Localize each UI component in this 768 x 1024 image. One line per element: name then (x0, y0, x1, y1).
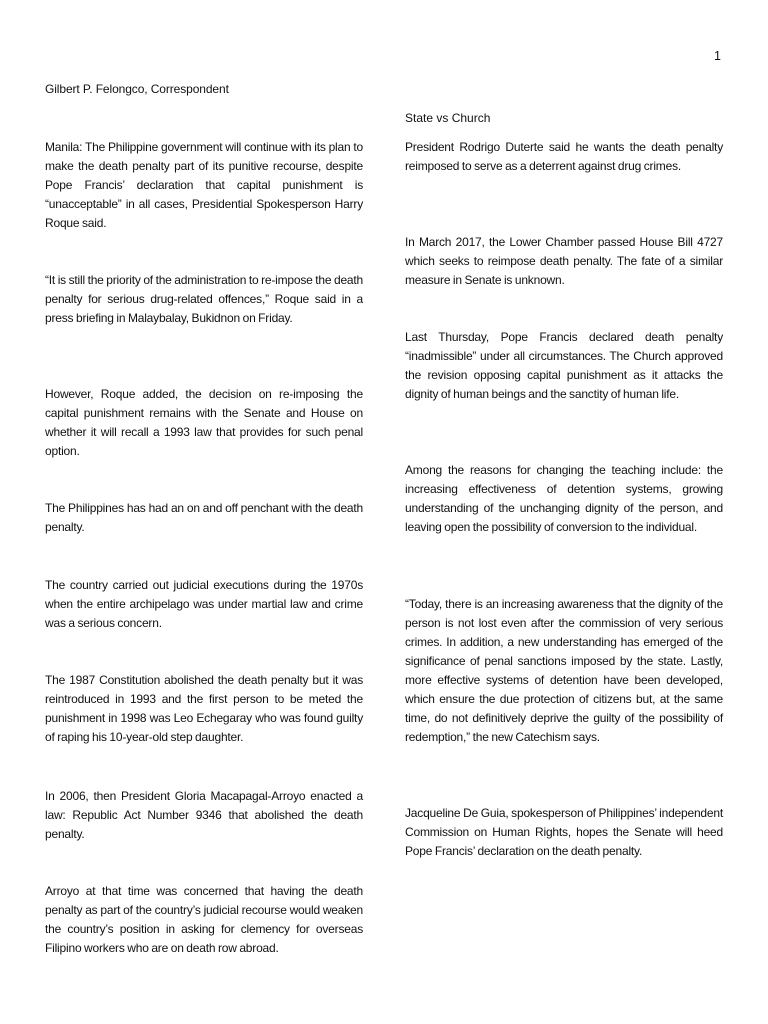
paragraph: Last Thursday, Pope Francis declared death penalty “inadmissible” under all circumstances. The Church approved the revision opposing capital punishment as it attacks the dignity of human beings and the sanctity of human life. (405, 330, 723, 401)
paragraph: “It is still the priority of the administration to re-impose the death penalty for serious drug-related offences,” Roque said in a press briefing in Malaybalay, Bukidnon on Friday. (45, 273, 363, 325)
paragraph: Manila: The Philippine government will continue with its plan to make the death penalty part of its punitive recourse, despite Pope Francis’ declaration that capital punishment is “unacceptable” in all cases, Presidential Spokesperson Harry Roque said. (45, 140, 363, 230)
section-heading: State vs Church (405, 111, 491, 125)
paragraph: President Rodrigo Duterte said he wants the death penalty reimposed to serve as a deterrent against drug crimes. (405, 140, 723, 173)
paragraph: Jacqueline De Guia, spokesperson of Philippines’ independent Commission on Human Rights, hopes the Senate will heed Pope Francis’ declaration on the death penalty. (405, 806, 723, 858)
paragraph: “Today, there is an increasing awareness that the dignity of the person is not lost even after the commission of very serious crimes. In addition, a new understanding has emerged of the significance of penal sanctions imposed by the state. Lastly, more effective systems of detention have been developed, which ensure the due protection of citizens but, at the same time, do not definitively deprive the guilty of the possibility of redemption,” the new Catechism says. (405, 597, 723, 744)
paragraph: Among the reasons for changing the teaching include: the increasing effectiveness of detention systems, growing understanding of the unchanging dignity of the person, and leaving open the possibility of conversion to the individual. (405, 463, 723, 534)
paragraph: The Philippines has had an on and off penchant with the death penalty. (45, 501, 363, 534)
byline: Gilbert P. Felongco, Correspondent (45, 82, 229, 96)
paragraph: In 2006, then President Gloria Macapagal-Arroyo enacted a law: Republic Act Number 9346 that abolished the death penalty. (45, 789, 363, 841)
page-number: 1 (714, 49, 721, 63)
paragraph: Arroyo at that time was concerned that having the death penalty as part of the country’s judicial recourse would weaken the country’s position in asking for clemency for overseas Filipino workers who are on death row abroad. (45, 884, 363, 955)
paragraph: The country carried out judicial executions during the 1970s when the entire archipelago was under martial law and crime was a serious concern. (45, 578, 363, 630)
paragraph: However, Roque added, the decision on re-imposing the capital punishment remains with the Senate and House on whether it will recall a 1993 law that provides for such penal option. (45, 387, 363, 458)
paragraph: In March 2017, the Lower Chamber passed House Bill 4727 which seeks to reimpose death penalty. The fate of a similar measure in Senate is unknown. (405, 235, 723, 287)
paragraph: The 1987 Constitution abolished the death penalty but it was reintroduced in 1993 and the first person to be meted the punishment in 1998 was Leo Echegaray who was found guilty of raping his 10-year-old step daughter. (45, 673, 363, 744)
